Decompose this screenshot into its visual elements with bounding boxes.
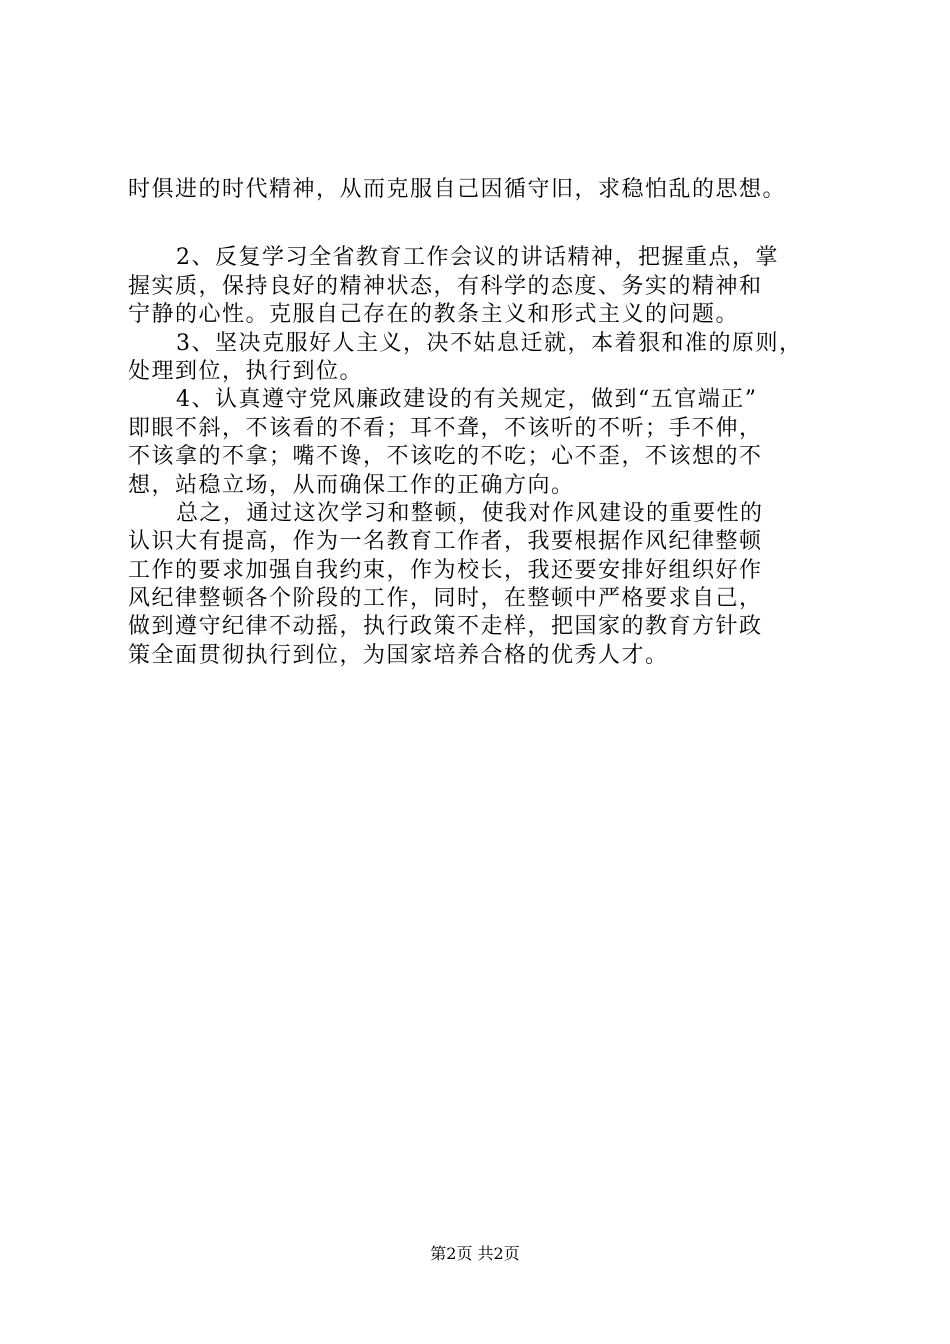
paragraph-item-4 (128, 386, 840, 500)
text-line: 2、反复学习全省教育工作会议的讲话精神，把握重点，掌 (176, 245, 779, 271)
text-line: 风纪律整顿各个阶段的工作，同时，在整顿中严格要求自己， (128, 586, 763, 612)
text-line: 时俱进的时代精神，从而克服自己因循守旧，求稳怕乱的思想。 (128, 177, 787, 202)
text-line: 握实质，保持良好的精神状态，有科学的态度、务实的精神和 (128, 273, 763, 299)
text-line: 策全面贯彻执行到位，为国家培养合格的优秀人才。 (128, 642, 669, 668)
text-line: 认识大有提高，作为一名教育工作者，我要根据作风纪律整顿 (128, 529, 763, 555)
text-line: 工作的要求加强自我约束，作为校长，我还要安排好组织好作 (128, 557, 763, 583)
text-line: 即眼不斜，不该看的不看；耳不聋，不该听的不听；手不伸， (128, 415, 763, 441)
text-line: 不该拿的不拿；嘴不谗，不该吃的不吃；心不歪，不该想的不 (128, 444, 763, 470)
paragraph-item-2 (128, 244, 840, 329)
paragraph-summary (128, 500, 840, 670)
paragraph-continuation (128, 176, 840, 204)
text-line: 4、认真遵守党风廉政建设的有关规定，做到“五官端正” (176, 387, 758, 413)
document-body (128, 176, 840, 670)
paragraph-gap (128, 204, 840, 244)
paragraph-item-3 (128, 330, 840, 387)
text-line: 想，站稳立场，从而确保工作的正确方向。 (128, 472, 575, 498)
page-number-footer: 第2页 共2页 (430, 1244, 520, 1263)
text-line: 宁静的心性。克服自己存在的教条主义和形式主义的问题。 (128, 302, 740, 328)
text-line: 3、坚决克服好人主义，决不姑息迁就，本着狠和准的原则， (176, 330, 803, 356)
text-line: 处理到位，执行到位。 (128, 358, 364, 384)
text-line: 总之，通过这次学习和整顿，使我对作风建设的重要性的 (176, 500, 764, 526)
text-line: 做到遵守纪律不动摇，执行政策不走样，把国家的教育方针政 (128, 614, 763, 640)
